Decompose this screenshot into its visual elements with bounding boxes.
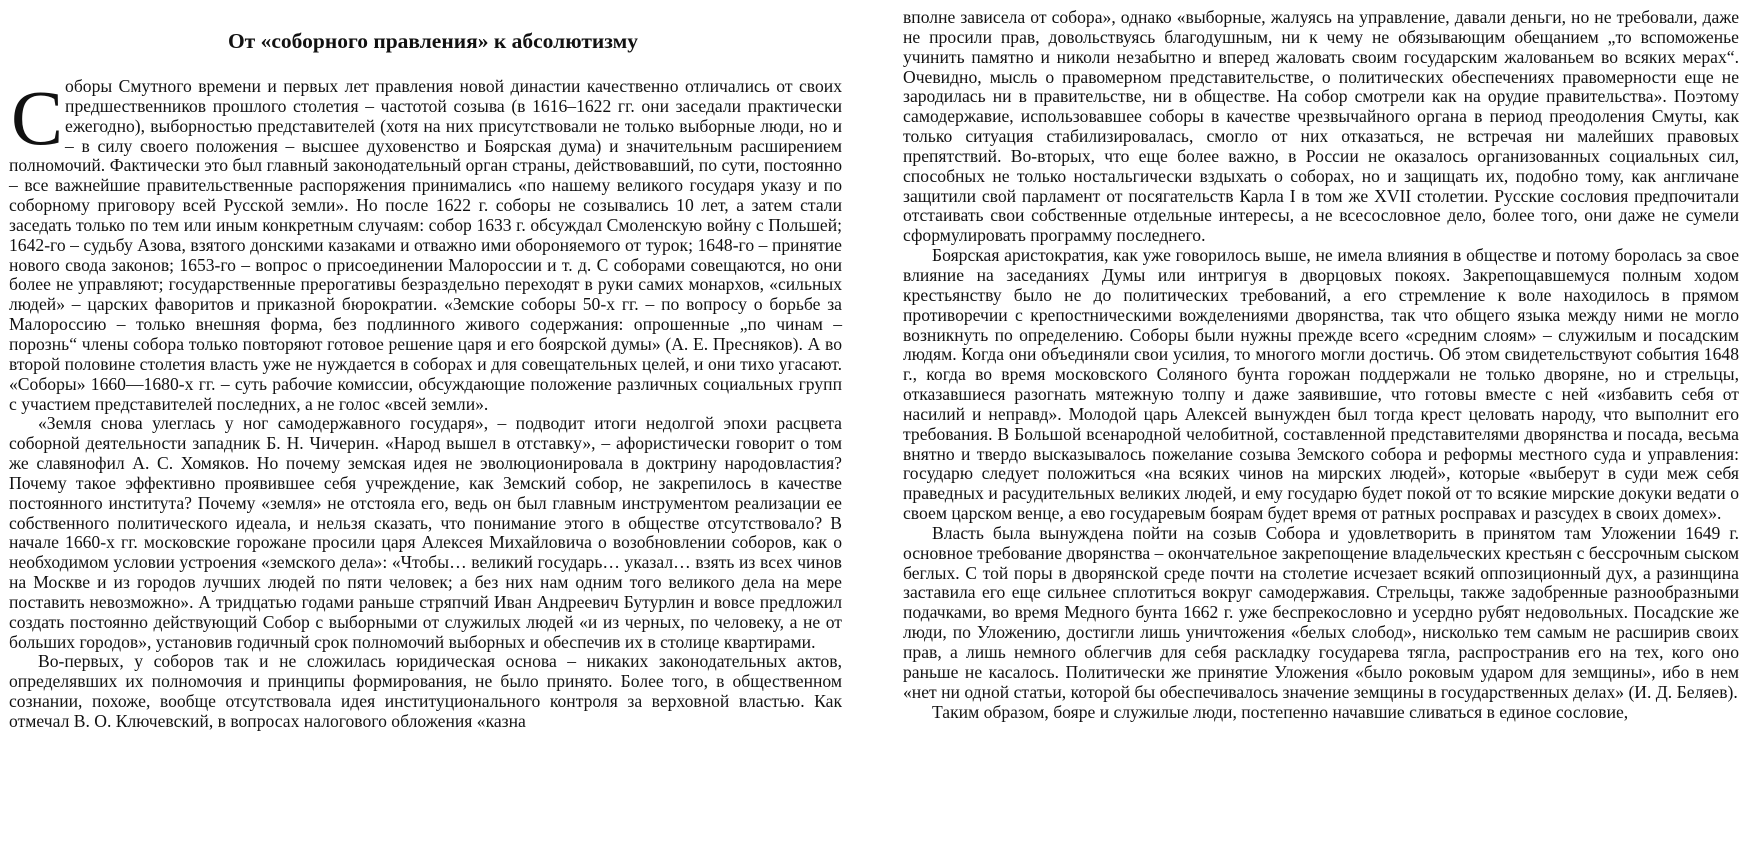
paragraph-3-continued: вполне зависела от собора», однако «выборные, жалуясь на управление, давали деньги, но не требовали, даже не просили прав, довольствуясь благодушным, ни к чему не обязывающим обещанием „то вспоможенье учинить памятно и николи незабытно и вперед жаловать своим государским жалованьем во всяких мерах“. Очевидно, мысль о правомерном представительстве, о политических обеспечениях правомерности еще не зародилась ни в правительстве, ни в обществе. На собор смотрели как на орудие правительства». Поэтому самодержавие, использовавшее соборы в качестве чрезвычайного органа в период преодоления Смуты, как только ситуация стабилизировалась, смогло от них отказаться, не встречая ни малейших правовых препятствий. Во-вторых, что еще более важно, в России не оказалось организованных социальных сил, способных не только ностальгически вздыхать о соборах, но и защищать их, подобно тому, как англичане защитили свой парламент от посягательств Карла I в том же XVII столетии. Русские сословия предпочитали отстаивать свои собственные отдельные интересы, а не всесословное дело, более того, они даже не сумели сформулировать программу последнего. <box>903 7 1739 246</box>
article-title: От «соборного правления» к абсолютизму <box>227 29 639 53</box>
paragraph-2: «Земля снова улеглась у ног самодержавного государя», – подводит итоги недолгой эпохи расцвета соборной деятельности западник Б. Н. Чичерин. «Народ вышел в отставку», – афористически говорит о том же славянофил А. С. Хомяков. Но почему земская идея не эволюционировала в доктрину народовластия? Почему такое эффективно проявившее себя учреждение, как Земский собор, не закрепилось в качестве постоянного института? Почему «земля» не отстояла его, ведь он был главным инструментом реализации ее собственного политического идеала, и нельзя сказать, что понимание этого в обществе отсутствовало? В начале 1660-х гг. московские горожане просили царя Алексея Михайловича о возобновлении соборов, как о необходимом условии устроения «земского дела»: «Чтобы… великий государь… указал… взять из всех чинов на Москве и из городов лучших людей по пяти человек; а без них нам одним того великого дела на мере поставить невозможно». А тридцатью годами раньше стряпчий Иван Андреевич Бутурлин и вовсе предложил создать постоянно действующий Собор с выборными от служилых людей «и из черных, по человеку, а не от больших городов», установив годичный срок полномочий выборных и обеспечив их в столице квартирами. <box>9 413 842 652</box>
right-column <box>903 8 1739 722</box>
paragraph-1 <box>9 74 842 414</box>
left-column <box>9 0 842 732</box>
paragraph-5: Власть была вынуждена пойти на созыв Собора и удовлетворить в принятом там Уложении 1649 г. основное требование дворянства – окончательное закрепощение владельческих крестьян с бессрочным сыском беглых. С той поры в дворянской среде почти на столетие исчезает всякий оппозиционный дух, а разинщина заставила его еще сильнее сплотиться вокруг самодержавия. Стрельцы, также задобренные разнообразными подачками, во время Медного бунта 1662 г. уже беспрекословно и усердно рубят недовольных. Посадские же люди, по Уложению, достигли лишь уничтожения «белых слобод», нисколько тем самым не расширив своих прав, а лишь немного облегчив для себя раскладку государева тягла, распространив его на тех, кого оно раньше не касалось. Политически же принятие Уложения «было роковым ударом для земщины», ибо в нем «нет ни одной статьи, которой бы обеспечивалось значение земщины в государственных делах» (И. Д. Беляев). <box>903 522 1739 702</box>
paragraph-6: Таким образом, бояре и служилые люди, постепенно начавшие сливаться в единое сословие, <box>932 701 1629 722</box>
drop-cap-letter: С <box>11 74 64 161</box>
paragraph-1-text: оборы Смутного времени и первых лет правления новой династии качественно отличались от своих предшественников прошлого столетия – частотой созыва (в 1616–1622 гг. они заседали практически ежегодно), выборностью представителей (хотя на них присутствовали не только выборные люди, но и – в силу своего положения – высшее духовенство и Боярская дума) и значительным расширением полномочий. Фактически это был главный законодательный орган страны, действовавший, по сути, постоянно – все важнейшие правительственные распоряжения принимались «по нашему великого государя указу и по соборному приговору всей Русской земли». Но после 1622 г. соборы не созывались 10 лет, а затем стали заседать только по тем или иным конкретным случаям: собор 1633 г. обсуждал Смоленскую войну с Польшей; 1642-го – судьбу Азова, взятого донскими казаками и отважно ими обороняемого от турок; 1648-го – принятие нового свода законов; 1653-го – вопрос о присоединении Малороссии и т. д. С соборами совещаются, но они более не управляют; государственные прерогативы безраздельно переходят в руки самих монархов, «сильных людей» – царских фаворитов и приказной бюрократии. «Земские соборы 50-х гг. – по вопросу о борьбе за Малороссию – только внешняя форма, без подлинного живого содержания: опрошенные „по чинам – порознь“ члены собора только повторяют готовое решение царя и его боярской думы» (А. Е. Пресняков). А во второй половине столетия власть уже не нуждается в соборах и для совещательных целей, и они тихо угасают. «Соборы» 1660—1680-х гг. – суть рабочие комиссии, обсуждающие положение различных социальных групп с участием представителей последних, а не голос «всей земли». <box>9 76 842 414</box>
paragraph-3: Во-первых, у соборов так и не сложилась юридическая основа – никаких законодательных актов, определявших их полномочия и принципы формирования, не было принято. Более того, в общественном сознании, похоже, вообще отсутствовала идея институционального контроля за верховной властью. Как отмечал В. О. Ключевский, в вопросах налогового обложения «казна <box>9 651 842 731</box>
paragraph-4: Боярская аристократия, как уже говорилось выше, не имела влияния в обществе и потому боролась за свое влияние на заседаниях Думы или интригуя в дворцовых покоях. Закрепощавшемуся полным ходом крестьянству было не до политических требований, а его стремление к воле находилось в прямом противоречии с крепостническими вожделениями дворянства, так что общего языка между ними не могло возникнуть по определению. Соборы были нужны прежде всего «средним слоям» – служилым и посадским людям. Когда они объединяли свои усилия, то многого могли достичь. Об этом свидетельствуют события 1648 г., когда во время московского Соляного бунта горожан поддержали не только дворяне, но и стрельцы, отказавшиеся разогнать мятежную толпу и даже заявившие, что готовы вместе с ней «избавить себя от насилий и неправд». Молодой царь Алексей вынужден был тогда крест целовать народу, что выполнит его требования. В Большой всенародной челобитной, составленной представителями дворянства и посада, весьма внятно и твердо высказывалось пожелание созыва Земского собора и реформы местного суда и управления: государю следует положиться «на всяких чинов на мирских людей», которые «выберут в суди меж себя праведных и расудительных великих людей, и ему государю будет покой от то всякие мирские докуки ведати о своем царском венце, а ево государевым боярам будет время от ратных росправах и разсудех в своих домех». <box>903 245 1739 524</box>
